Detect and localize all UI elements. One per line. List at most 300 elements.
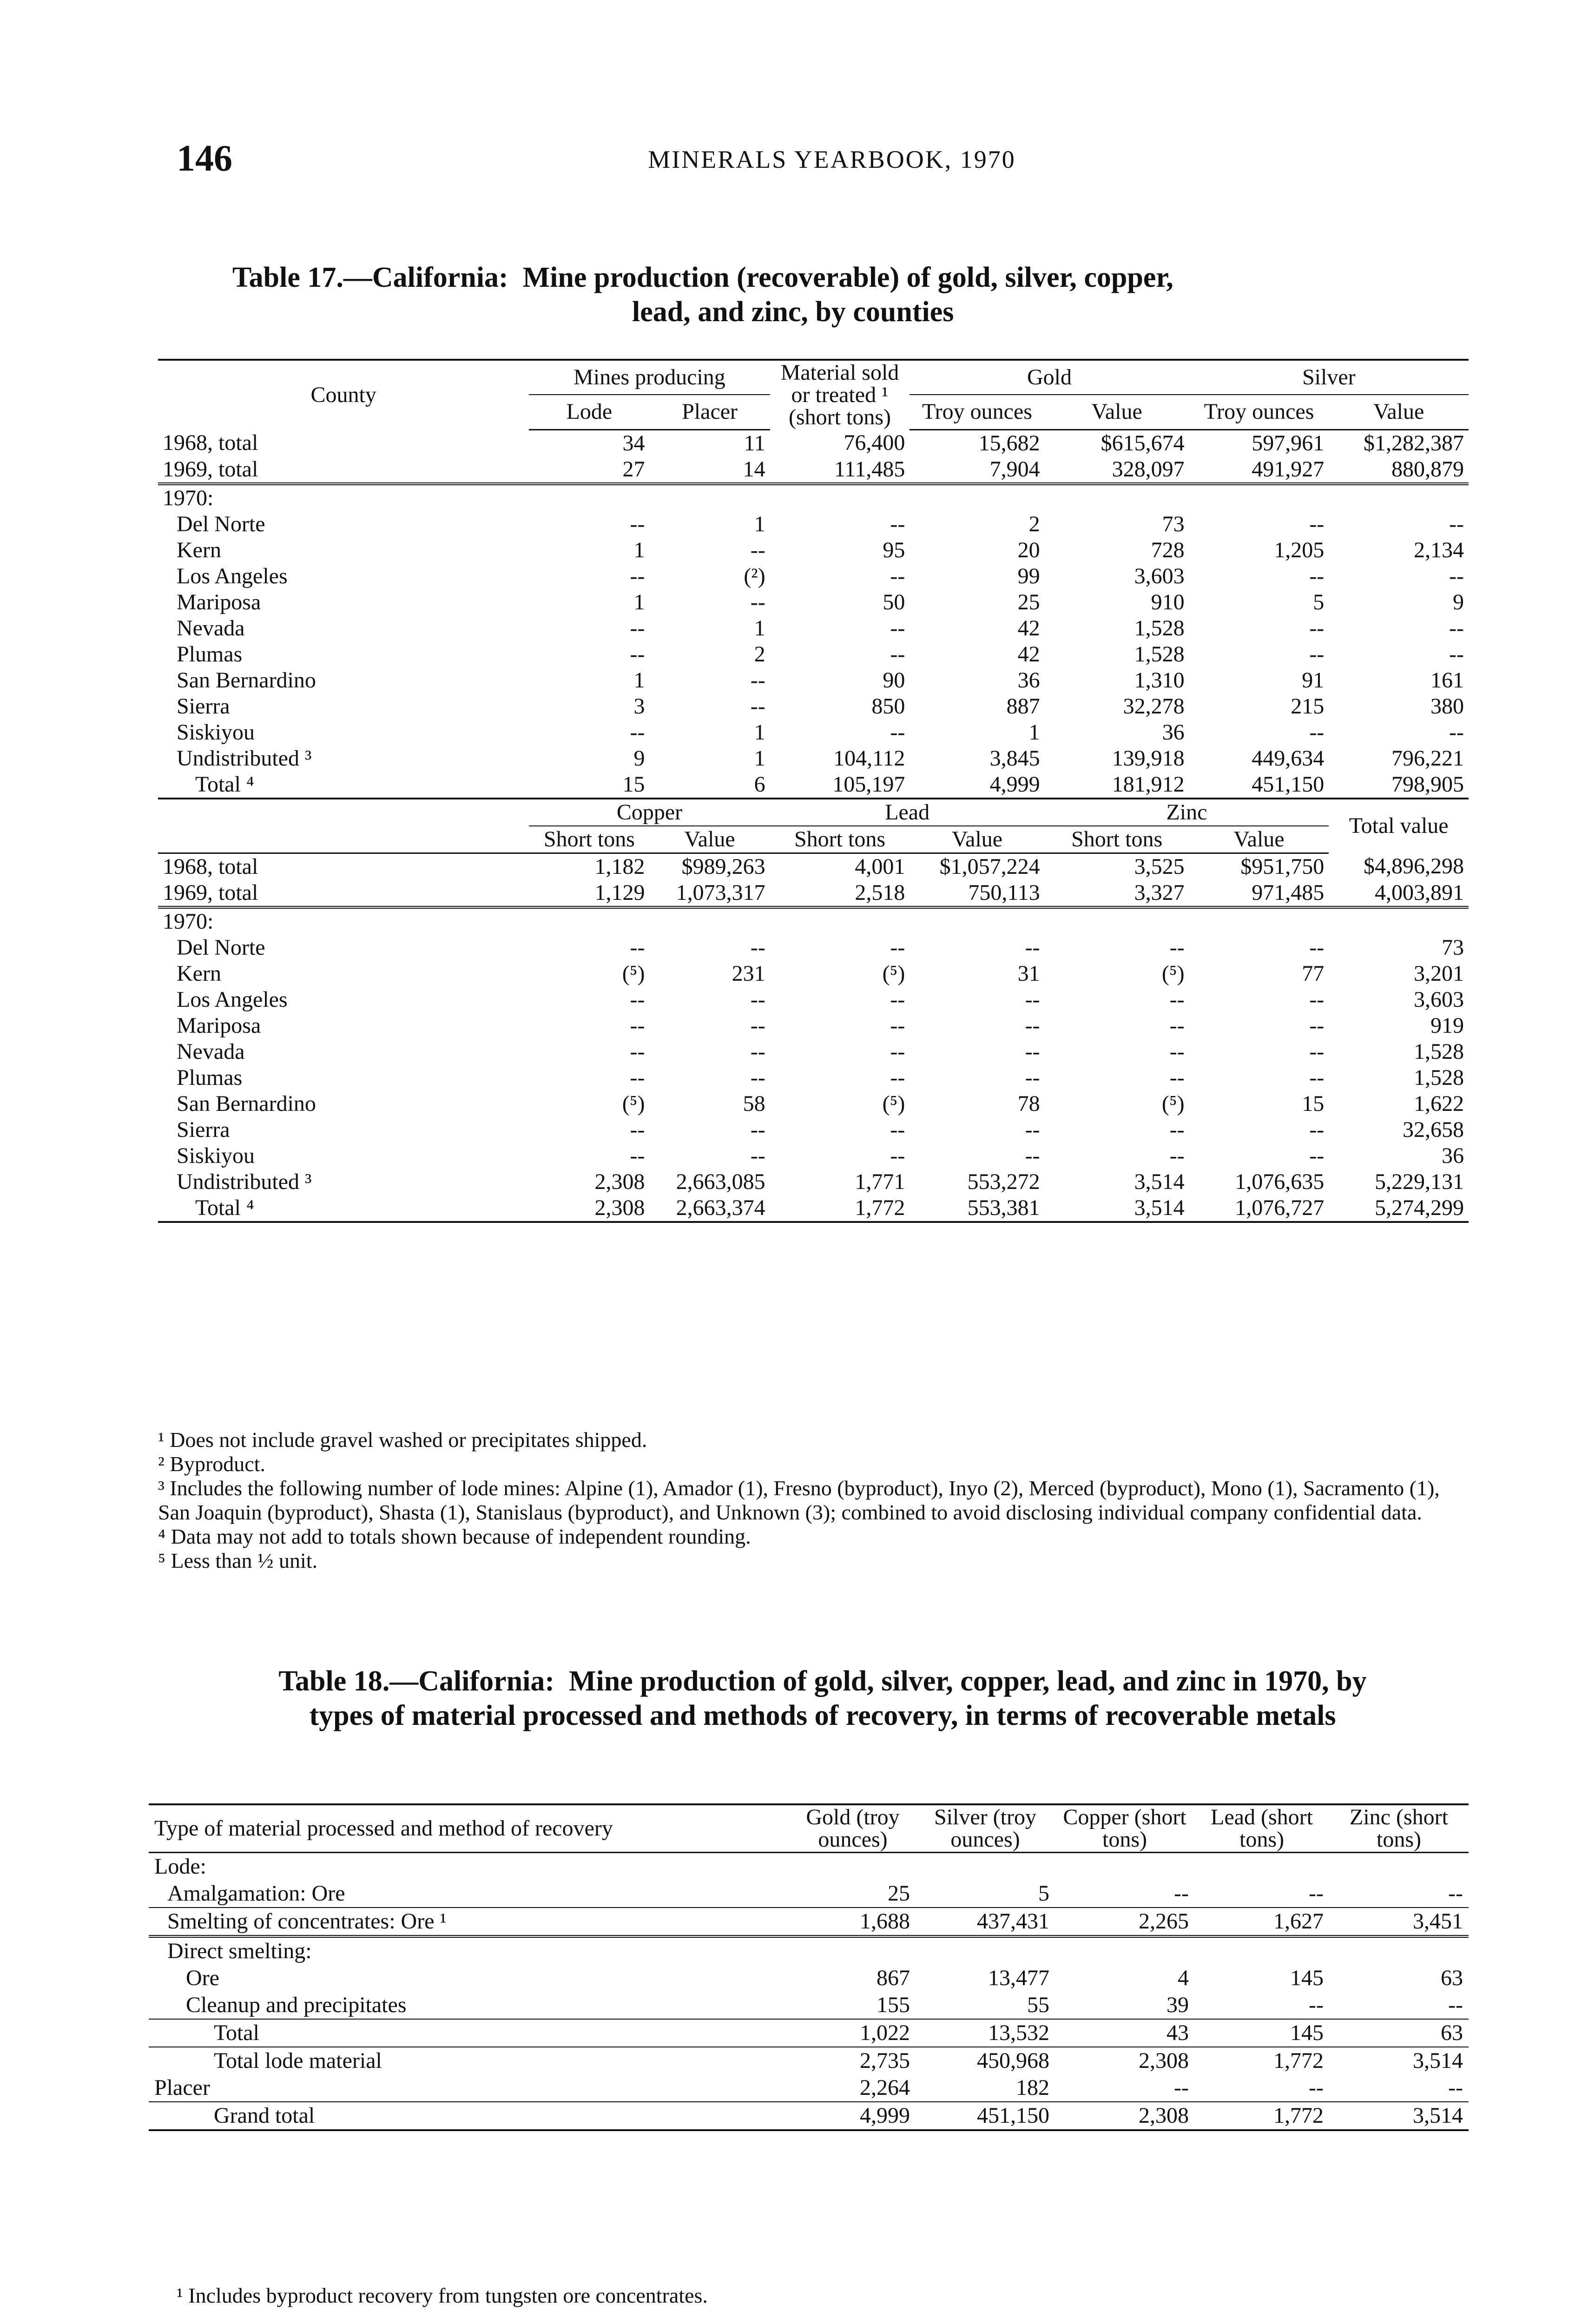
row-label: Total lode material [214,2048,382,2073]
lode-cell: 1 [633,589,645,614]
table-row [158,456,1469,484]
table-row [158,961,1469,987]
table17-footnotes [158,1428,1459,1573]
pb-v-cell: -- [1025,1013,1040,1038]
copper-cell: 2,265 [1055,1908,1194,1936]
copper-value-header: Value [649,826,770,853]
copper-cell: -- [1055,2074,1194,2102]
gold-value-cell: 328,097 [1045,456,1189,484]
pb-t-cell: -- [890,1143,905,1168]
table-row [158,880,1469,907]
copper-tons-cell: 2,308 [529,1195,649,1222]
county-label: Sierra [177,1117,230,1142]
table-row [149,2047,1469,2074]
zn-t-cell: -- [1169,987,1185,1012]
gold-val-cell: 73 [1162,511,1185,536]
table18-label: Table 18.—California: [278,1665,554,1697]
gold-cell: 155 [790,1992,916,2019]
total-cell: 919 [1430,1013,1464,1038]
county-label: Kern [177,537,221,562]
cu-t-cell: (⁵) [622,1091,645,1116]
table-row [158,1039,1469,1065]
lode-cell: -- [630,641,645,667]
zinc-cell: 3,514 [1329,2102,1469,2130]
gold-cell: 4,999 [790,2102,916,2130]
county-label: Kern [177,961,221,986]
silver-oz-cell: 449,634 [1252,746,1325,771]
cu-t-cell: -- [630,935,645,960]
county-label: Los Angeles [177,563,288,588]
material-cell: 95 [883,537,905,562]
county-label: Plumas [177,641,243,667]
footnote: ² Byproduct. [158,1452,265,1476]
row-label: Grand total [149,2102,790,2130]
zinc-cell: -- [1329,1992,1469,2019]
gold-oz-cell: 7,904 [910,456,1044,484]
table-row [158,1143,1469,1169]
material-cell: -- [890,720,905,745]
year-label: 1970: [163,909,214,934]
gold-oz-cell: 887 [1006,693,1040,719]
total-label: Total ⁴ [158,1195,529,1222]
copper-header: Copper [529,799,770,826]
cu-t-cell: -- [630,1143,645,1168]
table17-caption [232,260,1487,329]
table-row [158,1117,1469,1143]
gold-oz-cell: 42 [1017,615,1040,640]
page-number: 146 [177,138,232,179]
lode-cell: -- [630,615,645,640]
total-row [158,772,1469,799]
zinc-value-header: Value [1189,826,1329,853]
silver-cell: 55 [916,1992,1055,2019]
pb-t-cell: -- [890,987,905,1012]
lead-value-cell: 553,381 [910,1195,1044,1222]
placer-cell: 1 [754,720,765,745]
cu-t-cell: -- [630,987,645,1012]
total-cell: 36 [1442,1143,1464,1168]
county-label: Nevada [177,615,245,640]
row-label: Total [149,2019,790,2047]
gold-cell: 25 [790,1880,916,1908]
gold-val-cell: 1,310 [1134,667,1185,693]
placer-cell: -- [750,589,765,614]
silver-oz-cell: 5 [1313,589,1325,614]
pb-v-cell: 31 [1017,961,1040,986]
placer-cell: 1 [754,746,765,771]
material-cell: 850 [871,693,905,719]
silver-cell: 13,477 [988,1966,1049,1990]
total-value-cell: $4,896,298 [1364,853,1464,878]
gold-val-cell: 728 [1151,537,1185,562]
silver-val-cell: -- [1449,641,1464,667]
gold-val-cell: 3,603 [1134,563,1185,588]
page-header [177,138,1487,179]
copper-tons-cell: 1,129 [529,880,649,907]
row-label: Smelting of concentrates: Ore ¹ [149,1908,790,1936]
copper-cell: 2,308 [1139,2048,1189,2073]
placer-cell: -- [750,537,765,562]
table17-title-line1: Mine production (recoverable) of gold, silver, copper, [522,262,1173,293]
copper-tons-cell: 1,182 [594,854,645,879]
lode-label: Lode: [154,1854,206,1879]
zn-v-cell: -- [1309,1117,1325,1142]
material-cell: 76,400 [844,430,905,455]
cu-v-cell: -- [750,1117,765,1142]
county-label: Mariposa [177,589,261,614]
county-label: San Bernardino [177,667,316,693]
placer-cell: 11 [744,430,765,456]
lode-cell: -- [630,563,645,588]
county-label: Mariposa [177,1013,261,1038]
table18-footnote: ¹ Includes byproduct recovery from tungsten ore concentrates. [177,2284,708,2307]
row-label: Ore [186,1966,219,1990]
table18-title: Mine production of gold, silver, copper, lead, and zinc in 1970, by types of material processed and methods of recovery, in terms of recoverable metals [309,1665,1367,1731]
total-cell: 1,622 [1414,1091,1464,1116]
cu-t-cell: -- [630,1117,645,1142]
cu-t-cell: 2,308 [594,1169,645,1194]
gold-val-cell: 910 [1151,589,1185,614]
lead-value-cell: $1,057,224 [939,854,1040,879]
table-row [158,641,1469,667]
gold-oz-cell: 3,845 [989,746,1040,771]
table-row [158,720,1469,746]
county-header: County [158,360,529,429]
total-cell: 5,229,131 [1375,1169,1464,1194]
table-row [149,1908,1469,1936]
silver-value-cell: 798,905 [1329,772,1469,799]
gold-val-cell: 139,918 [1112,746,1185,771]
gold-oz-cell: 99 [1017,563,1040,588]
lead-short-tons-header: Short tons [770,826,910,853]
zn-t-cell: -- [1169,935,1185,960]
silver-cell: 451,150 [916,2102,1055,2130]
pb-v-cell: 78 [1017,1091,1040,1116]
county-label: Sierra [177,693,230,719]
copper-cell: -- [1055,1880,1194,1908]
zn-t-cell: -- [1169,1065,1185,1090]
table-row [158,935,1469,961]
gold-val-cell: 1,528 [1134,615,1185,640]
gold-val-cell: 36 [1162,720,1185,745]
silver-val-cell: 9 [1453,589,1464,614]
cu-v-cell: 2,663,085 [676,1169,765,1194]
running-title: MINERALS YEARBOOK, 1970 [648,145,1016,173]
table-row [158,1013,1469,1039]
county-label: Del Norte [177,935,265,960]
silver-cell: 182 [916,2074,1055,2102]
table-row [158,987,1469,1013]
total-cell: 32,658 [1403,1117,1464,1142]
placer-cell: -- [750,693,765,719]
table17 [158,359,1469,1223]
placer-header: Placer [649,395,770,429]
gold-val-cell: 1,528 [1134,641,1185,667]
gold-cell: 1,022 [790,2019,916,2047]
lead-cell: 145 [1194,2019,1329,2047]
total-cell: 1,528 [1414,1039,1464,1064]
total-cell: 3,201 [1414,961,1464,986]
table-row [149,1965,1469,1992]
zinc-value-cell: 971,485 [1189,880,1329,907]
silver-header: Silver [1189,360,1469,395]
silver-oz-cell: 91 [1302,667,1325,693]
material-header: Material sold or treated ¹ (short tons) [770,360,910,429]
table-row [158,429,1469,456]
pb-v-cell: -- [1025,1039,1040,1064]
silver-oz-cell: -- [1309,615,1325,640]
pb-v-cell: -- [1025,1143,1040,1168]
zinc-value-cell: $951,750 [1240,854,1325,879]
zinc-header: Zinc (short tons) [1329,1804,1469,1853]
table-row [149,2019,1469,2047]
silver-oz-cell: 1,205 [1274,537,1325,562]
table-row [149,1880,1469,1908]
total-label: Total ⁴ [158,772,529,799]
pb-v-cell: -- [1025,987,1040,1012]
lode-cell: -- [630,511,645,536]
zn-t-cell: 3,514 [1134,1169,1185,1194]
row-label: Amalgamation: Ore [149,1880,790,1908]
total-value-cell: 4,003,891 [1329,880,1469,907]
table-row [158,537,1469,563]
zinc-short-tons-header: Short tons [1045,826,1189,853]
pb-v-cell: -- [1025,1117,1040,1142]
table-row [158,615,1469,641]
zn-v-cell: 1,076,635 [1235,1169,1325,1194]
lead-cell: 1,627 [1194,1908,1329,1936]
material-cell: 50 [883,589,905,614]
pb-t-cell: -- [890,935,905,960]
total-value-cell: 5,274,299 [1329,1195,1469,1222]
cu-v-cell: 231 [732,961,765,986]
cu-v-cell: -- [750,935,765,960]
county-label: Los Angeles [177,987,288,1012]
zn-t-cell: (⁵) [1161,1091,1185,1116]
total-cell: 3,603 [1414,987,1464,1012]
silver-oz-cell: -- [1309,641,1325,667]
zn-t-cell: -- [1169,1013,1185,1038]
row-label: Cleanup and precipitates [149,1992,790,2019]
zinc-header: Zinc [1045,799,1329,826]
silver-cell: 437,431 [916,1908,1055,1936]
table-row [158,853,1469,880]
lead-cell: 1,772 [1273,2048,1324,2073]
gold-value-cell: 181,912 [1045,772,1189,799]
total-row [149,2102,1469,2130]
silver-value-cell: $1,282,387 [1364,430,1464,456]
lode-cell: 9 [633,746,645,771]
copper-value-cell: 2,663,374 [649,1195,770,1222]
gold-oz-cell: 20 [1017,537,1040,562]
county-label: Siskiyou [177,1143,255,1168]
mines-producing-header: Mines producing [529,360,770,395]
zn-v-cell: -- [1309,1065,1325,1090]
gold-oz-cell: 2 [1028,511,1040,536]
lead-header: Lead (short tons) [1194,1804,1329,1853]
type-header: Type of material processed and method of recovery [149,1804,790,1853]
material-cell: 111,485 [770,456,910,484]
silver-val-cell: 380 [1430,693,1464,719]
table17-label: Table 17.—California: [232,262,508,293]
material-cell: -- [890,563,905,588]
total-value-header: Total value [1349,813,1449,838]
lead-cell: -- [1194,1880,1329,1908]
placer-cell: 1 [754,615,765,640]
material-cell: 104,112 [833,746,905,771]
lead-cell: -- [1194,1992,1329,2019]
zinc-cell: -- [1329,1880,1469,1908]
silver-oz-cell: -- [1309,511,1325,536]
lode-cell: 1 [633,537,645,562]
zinc-tons-cell: 3,514 [1045,1195,1189,1222]
zinc-cell: 3,514 [1413,2048,1463,2073]
silver-oz-cell: 491,927 [1189,456,1329,484]
pb-v-cell: -- [1025,935,1040,960]
zn-v-cell: 15 [1302,1091,1325,1116]
lode-cell: 1 [633,667,645,693]
zn-v-cell: -- [1309,935,1325,960]
copper-short-tons-header: Short tons [529,826,649,853]
table-row [158,589,1469,615]
silver-header: Silver (troy ounces) [916,1804,1055,1853]
material-cell: 90 [883,667,905,693]
placer-cell: 14 [649,456,770,484]
silver-oz-cell: -- [1309,720,1325,745]
zn-v-cell: -- [1309,1039,1325,1064]
lode-cell: 27 [529,456,649,484]
table-row [158,563,1469,589]
silver-val-cell: 161 [1430,667,1464,693]
copper-header: Copper (short tons) [1055,1804,1194,1853]
total-cell: 73 [1442,935,1464,960]
total-cell: 1,528 [1414,1065,1464,1090]
gold-cell: 867 [877,1966,910,1990]
pb-v-cell: -- [1025,1065,1040,1090]
silver-oz-cell: 451,150 [1189,772,1329,799]
zn-t-cell: -- [1169,1143,1185,1168]
silver-val-cell: 2,134 [1414,537,1464,562]
lode-cell: -- [630,720,645,745]
zn-v-cell: -- [1309,1143,1325,1168]
row-label: Placer [149,2074,790,2102]
gold-value-header: Value [1045,395,1189,429]
lead-tons-cell: 4,001 [855,854,905,879]
material-cell: 105,197 [770,772,910,799]
zinc-tons-cell: 3,525 [1134,854,1185,879]
cu-t-cell: (⁵) [622,961,645,986]
pb-v-cell: 553,272 [967,1169,1040,1194]
silver-val-cell: -- [1449,615,1464,640]
cu-v-cell: -- [750,1013,765,1038]
copper-value-cell: 1,073,317 [649,880,770,907]
table-row [158,693,1469,720]
gold-oz-cell: 25 [1017,589,1040,614]
county-label: Undistributed ³ [177,746,312,771]
county-label: Siskiyou [177,720,255,745]
row-label: 1968, total [163,430,258,455]
material-cell: -- [890,641,905,667]
lode-cell: 34 [622,430,645,456]
copper-cell: 43 [1055,2019,1194,2047]
county-label: Nevada [177,1039,245,1064]
zinc-cell: 63 [1329,2019,1469,2047]
silver-val-cell: 796,221 [1391,746,1464,771]
county-label: Del Norte [177,511,265,536]
silver-val-cell: -- [1449,720,1464,745]
lead-value-header: Value [910,826,1044,853]
gold-oz-cell: 15,682 [978,430,1040,456]
cu-t-cell: -- [630,1013,645,1038]
silver-val-cell: -- [1449,563,1464,588]
table-row [149,1992,1469,2019]
pb-t-cell: -- [890,1065,905,1090]
gold-value-cell: $615,674 [1101,430,1185,456]
zinc-tons-cell: 3,327 [1045,880,1189,907]
silver-value-header: Value [1329,395,1469,429]
placer-cell: 1 [754,511,765,536]
pb-t-cell: (⁵) [882,1091,905,1116]
silver-cell: 13,532 [916,2019,1055,2047]
gold-oz-cell: 36 [1017,667,1040,693]
zinc-cell: 3,451 [1329,1908,1469,1936]
row-label: 1968, total [163,854,258,879]
cu-t-cell: -- [630,1065,645,1090]
total-row [158,1195,1469,1222]
gold-troy-ounces-header: Troy ounces [910,395,1044,429]
table-row [158,1091,1469,1117]
table-row [149,2074,1469,2102]
zinc-value-cell: 1,076,727 [1189,1195,1329,1222]
lead-cell: 1,772 [1194,2102,1329,2130]
county-label: San Bernardino [177,1091,316,1116]
row-label: 1969, total [158,456,529,484]
zn-t-cell: -- [1169,1117,1185,1142]
placer-cell: 2 [754,641,765,667]
lead-header: Lead [770,799,1045,826]
material-cell: -- [890,511,905,536]
silver-value-cell: 880,879 [1329,456,1469,484]
pb-t-cell: 1,771 [855,1169,905,1194]
lode-cell: 3 [633,693,645,719]
silver-val-cell: -- [1449,511,1464,536]
placer-cell: 6 [649,772,770,799]
pb-t-cell: (⁵) [882,961,905,986]
zn-t-cell: -- [1169,1039,1185,1064]
silver-oz-cell: 215 [1291,693,1325,719]
placer-cell: (²) [744,563,765,588]
footnote: ³ Includes the following number of lode mines: Alpine (1), Amador (1), Fresno (byproduct), Inyo (2), Merced (byproduct), Mono (1), Sacramento (1), San Joaquin (byproduct), Shasta (1), Stanislaus (byproduct), and Unknown (3); combined to avoid disclosing individual company confidential data. [158,1476,1440,1524]
copper-value-cell: $989,263 [681,854,765,879]
zinc-cell: -- [1329,2074,1469,2102]
cu-t-cell: -- [630,1039,645,1064]
lead-cell: 145 [1290,1966,1324,1990]
cu-v-cell: -- [750,987,765,1012]
gold-oz-cell: 1 [1028,720,1040,745]
pb-t-cell: -- [890,1039,905,1064]
lead-cell: -- [1194,2074,1329,2102]
table18 [149,1803,1469,2131]
zn-v-cell: 77 [1302,961,1325,986]
cu-v-cell: 58 [743,1091,765,1116]
copper-cell: 2,308 [1055,2102,1194,2130]
gold-cell: 1,688 [790,1908,916,1936]
zn-t-cell: (⁵) [1161,961,1185,986]
table18-caption [251,1664,1394,1733]
lode-header: Lode [529,395,649,429]
county-label: Undistributed ³ [177,1169,312,1194]
direct-smelting-label: Direct smelting: [167,1939,312,1963]
